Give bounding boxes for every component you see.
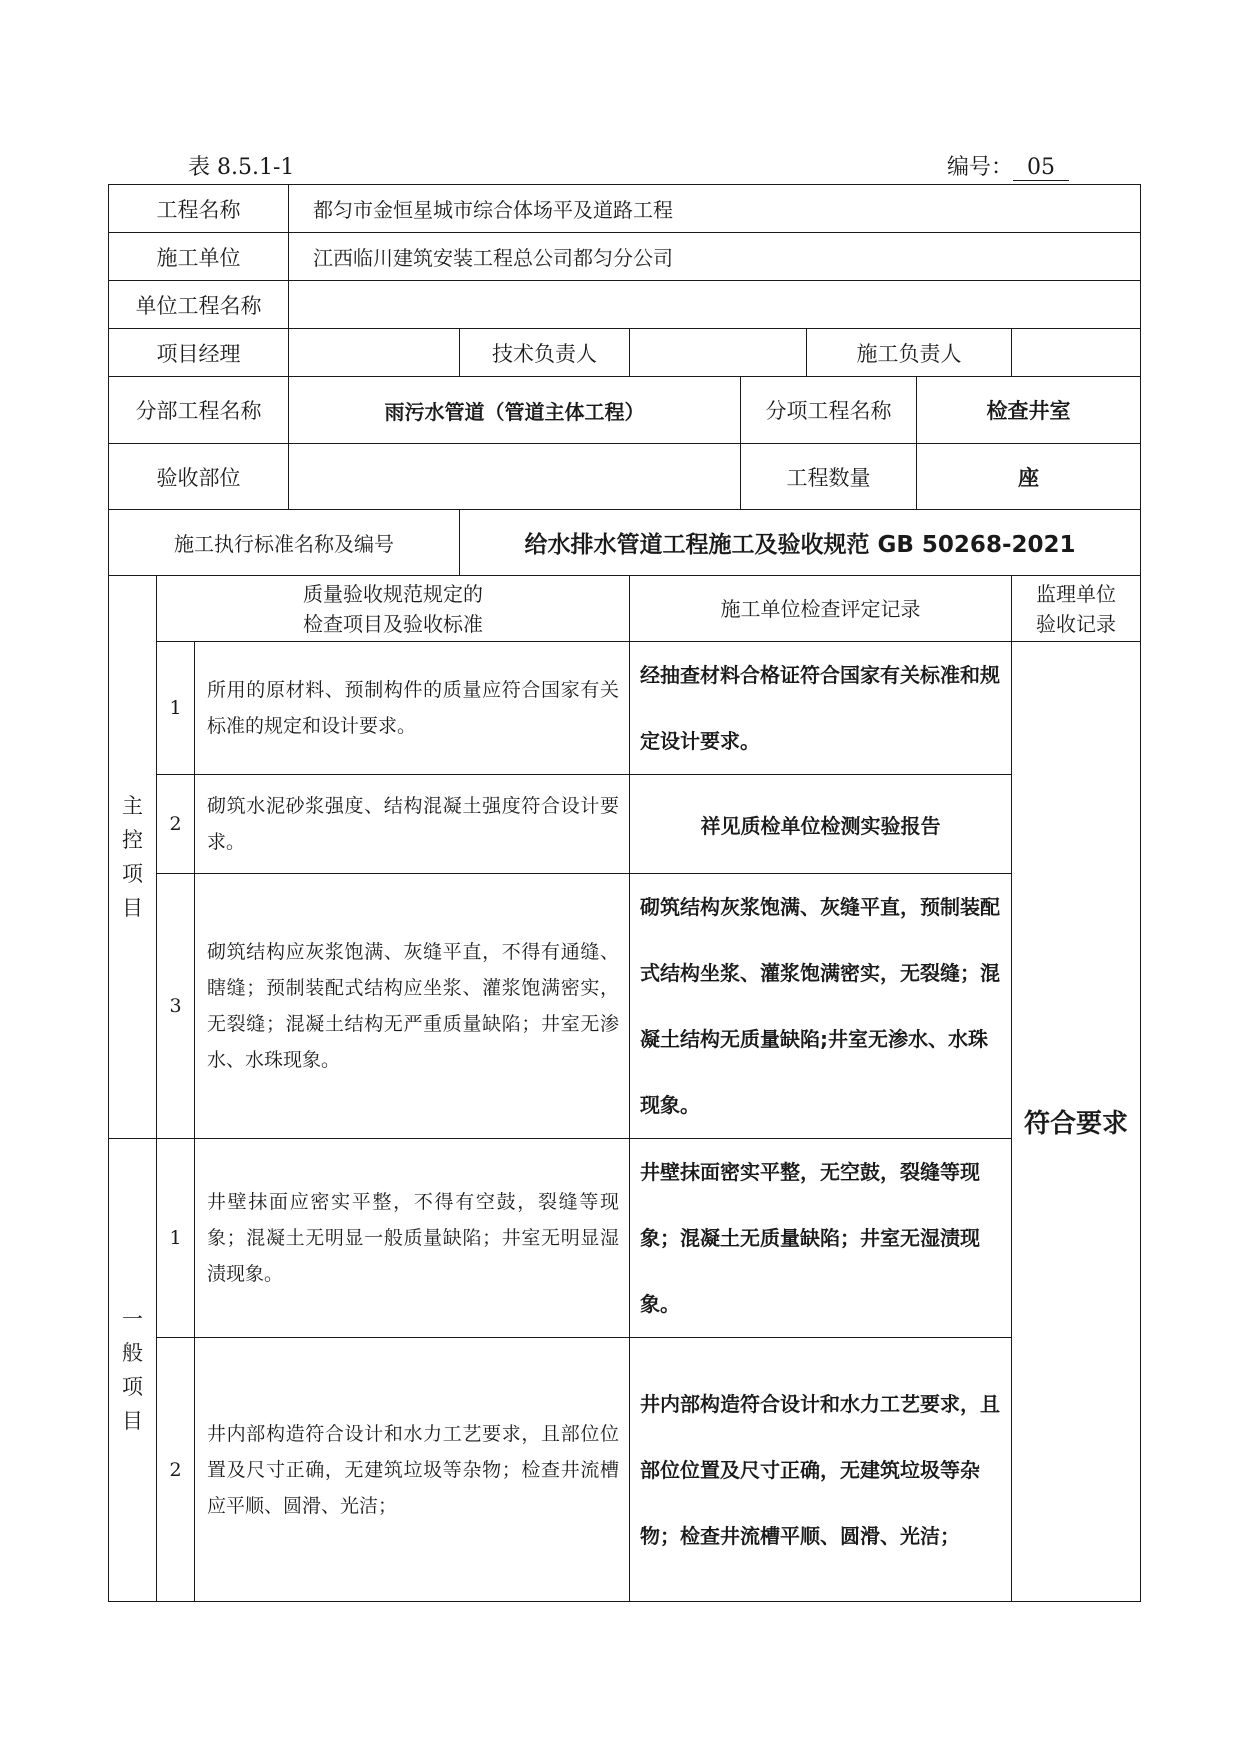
unit-project-value bbox=[289, 281, 1141, 329]
contractor-value: 江西临川建筑安装工程总公司都匀分公司 bbox=[289, 233, 1141, 281]
division-value: 雨污水管道（管道主体工程） bbox=[289, 377, 741, 444]
main-item-number: 3 bbox=[157, 874, 195, 1139]
table-number: 表 8.5.1-1 bbox=[188, 155, 295, 180]
subitem-label: 分项工程名称 bbox=[741, 377, 917, 444]
accept-part-value bbox=[289, 444, 741, 510]
record-header: 施工单位检查评定记录 bbox=[630, 576, 1012, 642]
project-name-value: 都匀市金恒星城市综合体场平及道路工程 bbox=[289, 185, 1141, 233]
subitem-value: 检查井室 bbox=[917, 377, 1141, 444]
construction-lead-value bbox=[1012, 329, 1141, 377]
general-item-requirement: 井内部构造符合设计和水力工艺要求，且部位位置及尺寸正确，无建筑垃圾等杂物；检查井流槽应平顺、圆滑、光洁； bbox=[195, 1338, 630, 1602]
general-item-record: 井内部构造符合设计和水力工艺要求，且部位位置及尺寸正确，无建筑垃圾等杂物；检查井流槽平顺、圆滑、光洁； bbox=[630, 1338, 1012, 1602]
standard-value: 给水排水管道工程施工及验收规范 GB 50268-2021 bbox=[460, 510, 1141, 576]
quantity-value: 座 bbox=[917, 444, 1141, 510]
code-label: 编号： bbox=[947, 155, 1014, 180]
project-manager-value bbox=[289, 329, 460, 377]
general-item-requirement: 井壁抹面应密实平整，不得有空鼓，裂缝等现象；混凝土无明显一般质量缺陷；井室无明显湿渍现象。 bbox=[195, 1139, 630, 1338]
unit-project-label: 单位工程名称 bbox=[109, 281, 289, 329]
supervisor-header: 监理单位 验收记录 bbox=[1012, 576, 1141, 642]
main-item-number: 2 bbox=[157, 775, 195, 874]
main-item-record: 祥见质检单位检测实验报告 bbox=[630, 775, 1012, 874]
main-items-label: 主 控 项 目 bbox=[109, 576, 157, 1139]
general-item-number: 1 bbox=[157, 1139, 195, 1338]
quantity-label: 工程数量 bbox=[741, 444, 917, 510]
main-item-requirement: 砌筑水泥砂浆强度、结构混凝土强度符合设计要求。 bbox=[195, 775, 630, 874]
main-item-requirement: 所用的原材料、预制构件的质量应符合国家有关标准的规定和设计要求。 bbox=[195, 642, 630, 775]
supervisor-result: 符合要求 bbox=[1012, 642, 1141, 1602]
criteria-header: 质量验收规范规定的 检查项目及验收标准 bbox=[157, 576, 630, 642]
standard-label: 施工执行标准名称及编号 bbox=[109, 510, 460, 576]
main-item-number: 1 bbox=[157, 642, 195, 775]
tech-lead-label: 技术负责人 bbox=[460, 329, 630, 377]
construction-lead-label: 施工负责人 bbox=[807, 329, 1012, 377]
main-item-requirement: 砌筑结构应灰浆饱满、灰缝平直，不得有通缝、瞎缝；预制装配式结构应坐浆、灌浆饱满密实，无裂缝；混凝土结构无严重质量缺陷；井室无渗水、水珠现象。 bbox=[195, 874, 630, 1139]
inspection-form-table bbox=[108, 184, 1141, 1602]
general-item-record: 井壁抹面密实平整，无空鼓，裂缝等现象；混凝土无质量缺陷；井室无湿渍现象。 bbox=[630, 1139, 1012, 1338]
tech-lead-value bbox=[630, 329, 807, 377]
project-manager-label: 项目经理 bbox=[109, 329, 289, 377]
code-field bbox=[947, 150, 1069, 181]
general-items-label: 一 般 项 目 bbox=[109, 1139, 157, 1602]
division-label: 分部工程名称 bbox=[109, 377, 289, 444]
accept-part-label: 验收部位 bbox=[109, 444, 289, 510]
project-name-label: 工程名称 bbox=[109, 185, 289, 233]
contractor-label: 施工单位 bbox=[109, 233, 289, 281]
main-item-record: 砌筑结构灰浆饱满、灰缝平直，预制装配式结构坐浆、灌浆饱满密实，无裂缝；混凝土结构无质量缺陷;井室无渗水、水珠现象。 bbox=[630, 874, 1012, 1139]
general-item-number: 2 bbox=[157, 1338, 195, 1602]
main-item-record: 经抽查材料合格证符合国家有关标准和规定设计要求。 bbox=[630, 642, 1012, 775]
code-value: 05 bbox=[1013, 155, 1069, 181]
